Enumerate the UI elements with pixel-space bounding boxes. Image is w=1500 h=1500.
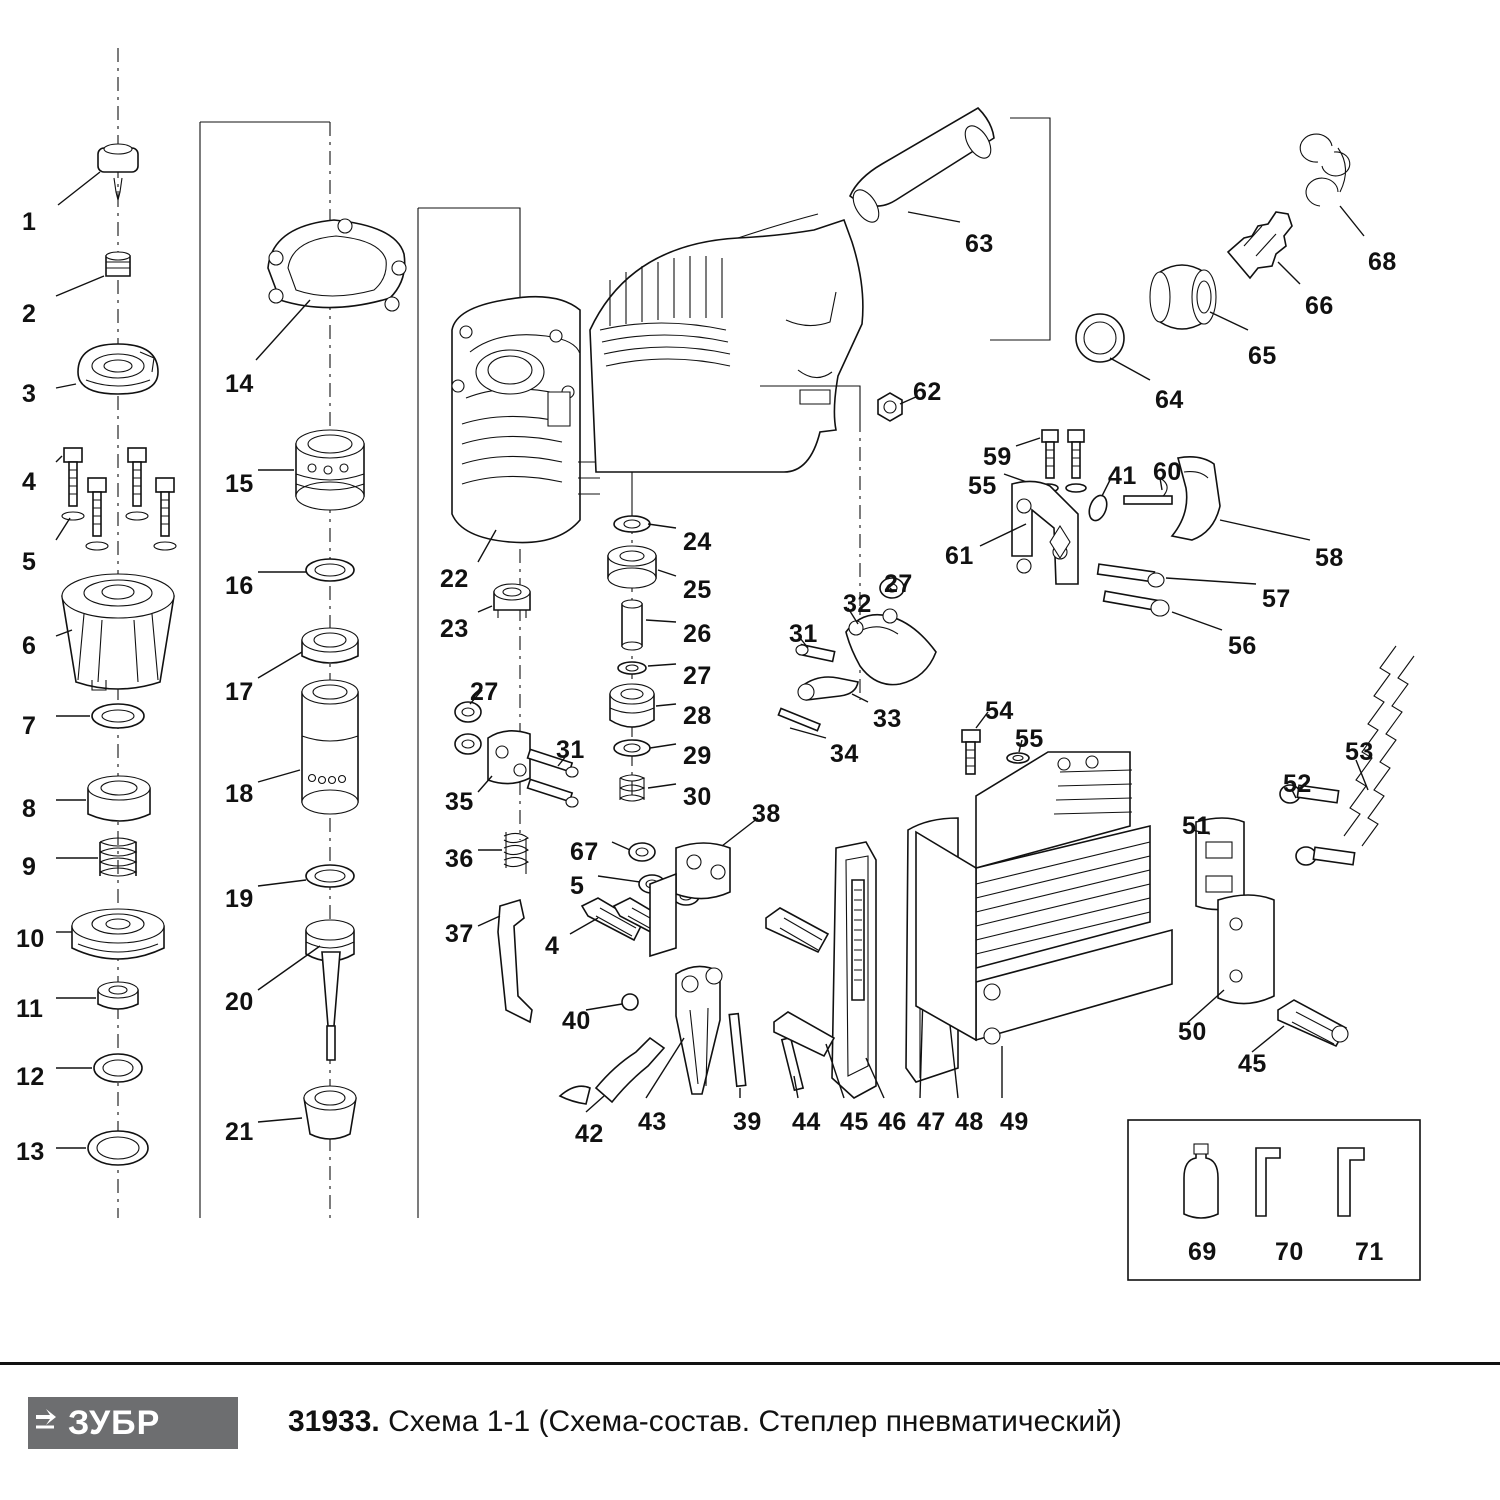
part-32 (846, 609, 936, 685)
callout-33: 33 (873, 705, 902, 733)
callout-53: 53 (1345, 738, 1374, 766)
callout-20: 20 (225, 988, 254, 1016)
callout-4: 4 (545, 932, 560, 960)
callout-11: 11 (16, 995, 44, 1023)
part-63 (848, 108, 996, 227)
part-2 (106, 252, 130, 276)
callout-69: 69 (1188, 1238, 1217, 1266)
part-16 (306, 559, 354, 581)
part-10 (72, 909, 164, 959)
callout-62: 62 (913, 378, 942, 406)
part-7 (92, 704, 144, 728)
part-39 (729, 1014, 745, 1087)
callout-10: 10 (16, 925, 45, 953)
callout-9: 9 (22, 853, 37, 881)
callout-2: 2 (22, 300, 37, 328)
part-11 (98, 982, 138, 1009)
part-6 (62, 574, 174, 690)
callout-22: 22 (440, 565, 469, 593)
callout-27: 27 (470, 678, 499, 706)
part-15 (296, 430, 364, 510)
callout-12: 12 (16, 1063, 45, 1091)
part-46 (832, 842, 876, 1098)
callout-36: 36 (445, 845, 474, 873)
part-59 (1042, 430, 1084, 478)
part-37 (498, 900, 532, 1022)
callout-45: 45 (840, 1108, 869, 1136)
callout-65: 65 (1248, 342, 1277, 370)
callout-38: 38 (752, 800, 781, 828)
part-27-a (618, 662, 646, 674)
callout-60: 60 (1153, 458, 1182, 486)
part-27-c (455, 702, 481, 754)
part-23 (494, 584, 530, 618)
callout-5: 5 (570, 872, 585, 900)
part-67 (629, 843, 655, 861)
callout-71: 71 (1355, 1238, 1384, 1266)
part-12 (94, 1054, 142, 1082)
part-8 (88, 776, 150, 821)
callout-37: 37 (445, 920, 474, 948)
callout-39: 39 (733, 1108, 762, 1136)
callout-63: 63 (965, 230, 994, 258)
callout-13: 13 (16, 1138, 45, 1166)
arrow-right-icon (28, 1397, 68, 1449)
callout-18: 18 (225, 780, 254, 808)
part-41 (1086, 493, 1110, 523)
part-13 (88, 1131, 148, 1165)
part-33 (798, 677, 858, 700)
callout-47: 47 (917, 1108, 946, 1136)
part-34 (778, 708, 820, 730)
part-65 (1150, 265, 1216, 329)
callout-34: 34 (830, 740, 859, 768)
part-54 (962, 730, 980, 774)
part-29 (614, 740, 650, 756)
part-3 (78, 344, 158, 394)
callout-56: 56 (1228, 632, 1257, 660)
footer-caption (288, 1405, 1122, 1439)
callout-46: 46 (878, 1108, 907, 1136)
part-36 (504, 832, 528, 874)
part-28 (610, 684, 654, 727)
part-19 (306, 865, 354, 887)
part-57 (1098, 564, 1164, 587)
callout-57: 57 (1262, 585, 1291, 613)
part-26 (622, 600, 642, 650)
callout-7: 7 (22, 712, 37, 740)
callout-67: 67 (570, 838, 599, 866)
callout-26: 26 (683, 620, 712, 648)
part-56 (1104, 591, 1169, 616)
callout-19: 19 (225, 885, 254, 913)
part-24 (614, 516, 650, 532)
part-49 (916, 826, 1172, 1044)
callout-51: 51 (1182, 812, 1211, 840)
part-62 (878, 393, 902, 421)
callout-40: 40 (562, 1007, 591, 1035)
callout-5: 5 (22, 548, 37, 576)
scheme-code: 31933. (288, 1405, 380, 1438)
part-45-a (766, 908, 828, 952)
part-43 (676, 966, 722, 1094)
part-18 (302, 680, 358, 814)
scheme-title: Схема 1-1 (Схема-состав. Степлер пневматический) (388, 1405, 1122, 1438)
callout-35: 35 (445, 788, 474, 816)
callout-44: 44 (792, 1108, 821, 1136)
callout-17: 17 (225, 678, 254, 706)
callout-32: 32 (843, 590, 872, 618)
part-35 (488, 731, 530, 784)
footer-bar (0, 1362, 1500, 1500)
callout-28: 28 (683, 702, 712, 730)
part-50 (1218, 895, 1274, 1004)
callout-49: 49 (1000, 1108, 1029, 1136)
part-17 (302, 628, 358, 663)
brand-name: ЗУБР (68, 1403, 161, 1442)
callout-70: 70 (1275, 1238, 1304, 1266)
part-1 (98, 144, 138, 200)
callout-25: 25 (683, 576, 712, 604)
part-40 (622, 994, 638, 1010)
callout-52: 52 (1283, 770, 1312, 798)
callout-41: 41 (1108, 462, 1137, 490)
callout-3: 3 (22, 380, 37, 408)
callout-6: 6 (22, 632, 37, 660)
part-64 (1076, 314, 1124, 362)
callout-50: 50 (1178, 1018, 1207, 1046)
part-4-5 (62, 448, 176, 550)
part-20 (306, 920, 354, 1060)
part-61 (1012, 481, 1078, 584)
part-45-b (1278, 1000, 1348, 1046)
callout-66: 66 (1305, 292, 1334, 320)
callout-24: 24 (683, 528, 712, 556)
part-21 (304, 1086, 356, 1139)
part-55-b (1007, 753, 1029, 763)
brand-logo (28, 1397, 238, 1449)
callout-16: 16 (225, 572, 254, 600)
part-25 (608, 546, 656, 588)
part-44 (774, 1012, 834, 1090)
callout-23: 23 (440, 615, 469, 643)
callout-8: 8 (22, 795, 37, 823)
callout-55: 55 (968, 472, 997, 500)
part-66 (1228, 212, 1292, 278)
callout-14: 14 (225, 370, 254, 398)
callout-48: 48 (955, 1108, 984, 1136)
callout-64: 64 (1155, 386, 1184, 414)
callout-15: 15 (225, 470, 254, 498)
callout-31: 31 (556, 736, 585, 764)
part-68 (1300, 134, 1350, 206)
callout-55: 55 (1015, 725, 1044, 753)
callout-45: 45 (1238, 1050, 1267, 1078)
callout-1: 1 (22, 208, 37, 236)
callout-27: 27 (884, 570, 913, 598)
part-14 (268, 219, 406, 311)
part-22 (452, 297, 580, 543)
callout-30: 30 (683, 783, 712, 811)
callout-4: 4 (22, 468, 37, 496)
gun-body (590, 214, 863, 472)
callout-31: 31 (789, 620, 818, 648)
callout-58: 58 (1315, 544, 1344, 572)
callout-61: 61 (945, 542, 974, 570)
callout-29: 29 (683, 742, 712, 770)
callout-54: 54 (985, 697, 1014, 725)
callout-42: 42 (575, 1120, 604, 1148)
callout-21: 21 (225, 1118, 254, 1146)
callout-68: 68 (1368, 248, 1397, 276)
callout-43: 43 (638, 1108, 667, 1136)
callout-27: 27 (683, 662, 712, 690)
callout-59: 59 (983, 443, 1012, 471)
